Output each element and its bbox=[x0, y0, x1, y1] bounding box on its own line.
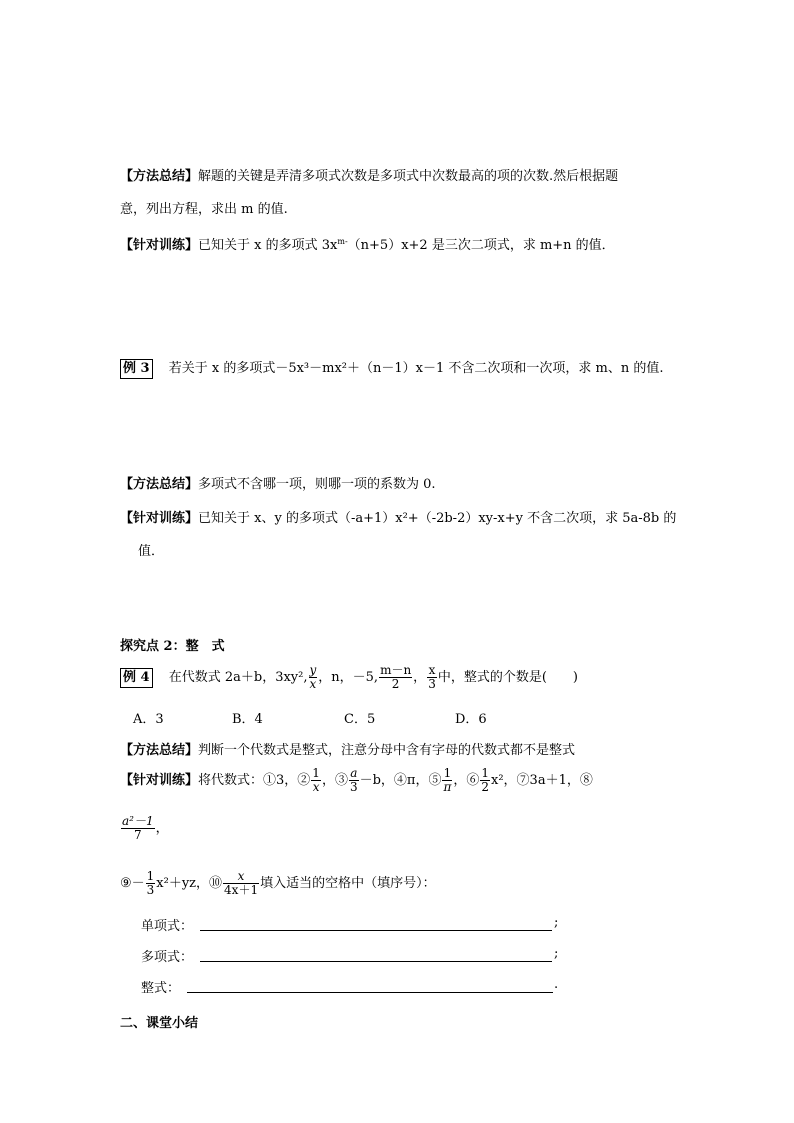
summary-line1: 解题的关键是弄清多项式次数是多项式中次数最高的项的次数.然后根据题 bbox=[198, 169, 619, 184]
fraction-denominator: x bbox=[312, 780, 320, 794]
fraction-item-10 bbox=[223, 870, 259, 897]
fraction-x-over-3 bbox=[427, 664, 437, 691]
summary-label: 【方法总结】 bbox=[120, 477, 199, 492]
fraction-m-minus-n bbox=[379, 664, 412, 691]
example-3-text: 若关于 x 的多项式－5x³－mx²＋（n－1）x－1 不含二次项和一次项，求 m、n 的值. bbox=[168, 361, 664, 376]
answer-line-monomial[interactable] bbox=[200, 930, 552, 931]
summary-label: 【方法总结】 bbox=[120, 169, 199, 184]
option-c: C．5 bbox=[344, 712, 376, 727]
item-6-tail: x²，⑦3a＋1，⑧ bbox=[491, 773, 593, 788]
items-9-10 bbox=[120, 870, 436, 897]
option-d: D．6 bbox=[455, 712, 487, 727]
option-a: A．3 bbox=[133, 712, 164, 727]
fraction-numerator: x bbox=[428, 663, 436, 677]
fraction-denominator: 3 bbox=[349, 780, 358, 794]
training-label: 【针对训练】 bbox=[120, 773, 199, 788]
item-8 bbox=[120, 815, 169, 842]
inquiry-2-title: 探究点 2：整 式 bbox=[120, 639, 225, 654]
method-summary-2 bbox=[120, 473, 436, 492]
training-2 bbox=[120, 507, 676, 526]
blank-label-monomial: 单项式： bbox=[141, 919, 194, 934]
blank-end-polynomial: ; bbox=[554, 946, 559, 961]
training-text-a: 已知关于 x 的多项式 3x bbox=[198, 238, 338, 253]
training-exponent: m- bbox=[337, 237, 348, 246]
option-b: B．4 bbox=[232, 712, 263, 727]
training-line1: 已知关于 x、y 的多项式（-a+1）x²+（-2b-2）xy-x+y 不含二次项，求 5a-8b 的 bbox=[198, 511, 677, 526]
example-4-text-mid: ，n，－5, bbox=[318, 670, 379, 685]
fraction-item-9 bbox=[146, 870, 156, 897]
fraction-item-2 bbox=[311, 767, 321, 794]
summary-text: 多项式不含哪一项，则哪一项的系数为 0. bbox=[198, 477, 436, 492]
fraction-numerator: 1 bbox=[443, 766, 452, 780]
training-2-line2: 值． bbox=[138, 544, 165, 559]
fraction-numerator: 1 bbox=[146, 869, 155, 883]
fraction-denominator: 4x＋1 bbox=[224, 883, 259, 897]
fraction-denominator: 2 bbox=[391, 677, 400, 691]
fraction-numerator: m－n bbox=[380, 663, 412, 677]
method-summary-1 bbox=[120, 165, 618, 184]
fraction-item-3 bbox=[349, 767, 359, 794]
training-label: 【针对训练】 bbox=[120, 238, 199, 253]
fraction-numerator: 1 bbox=[481, 766, 490, 780]
summary-line2: 意，列出方程，求出 m 的值. bbox=[120, 202, 288, 217]
training-label: 【针对训练】 bbox=[120, 511, 199, 526]
blank-label-integral: 整式： bbox=[141, 981, 181, 996]
fraction-numerator: x bbox=[223, 870, 259, 884]
training-intro: 将代数式：①3，② bbox=[198, 773, 311, 788]
example-4-text-after: 中，整式的个数是( ) bbox=[437, 670, 578, 685]
fraction-y-over-x bbox=[309, 664, 318, 691]
fraction-denominator: π bbox=[443, 780, 452, 794]
method-summary-3 bbox=[120, 739, 575, 758]
item-6-prefix: ，⑥ bbox=[453, 773, 480, 788]
item-9-prefix: ⑨－ bbox=[120, 876, 145, 891]
summary-label: 【方法总结】 bbox=[120, 743, 199, 758]
example-3-label: 例 3 bbox=[120, 359, 153, 379]
class-summary-title: 二、课堂小结 bbox=[120, 1016, 199, 1031]
fraction-denominator: 3 bbox=[146, 883, 155, 897]
fraction-item-6 bbox=[480, 767, 490, 794]
fraction-numerator: a bbox=[350, 766, 358, 780]
training-3 bbox=[120, 767, 593, 794]
training-1 bbox=[120, 234, 615, 253]
comma: ， bbox=[413, 670, 427, 685]
fraction-denominator: x bbox=[309, 677, 317, 691]
item-9-tail: x²＋yz，⑩ bbox=[156, 876, 223, 891]
example-4 bbox=[120, 664, 578, 691]
answer-line-integral[interactable] bbox=[187, 992, 553, 993]
example-4-label: 例 4 bbox=[120, 668, 153, 688]
item-3-tail: －b，④π，⑤ bbox=[359, 773, 442, 788]
fraction-item-8 bbox=[121, 815, 155, 842]
item-8-tail: ， bbox=[155, 821, 169, 836]
example-3 bbox=[120, 357, 663, 379]
fraction-denominator: 7 bbox=[133, 828, 142, 842]
example-4-text-before: 在代数式 2a＋b，3xy², bbox=[168, 670, 308, 685]
answer-line-polynomial[interactable] bbox=[200, 961, 552, 962]
fraction-numerator: 1 bbox=[312, 766, 320, 780]
fraction-item-5 bbox=[442, 767, 452, 794]
fraction-denominator: 3 bbox=[428, 677, 436, 691]
blank-end-monomial: ; bbox=[554, 915, 559, 930]
summary-text: 判断一个代数式是整式，注意分母中含有字母的代数式都不是整式 bbox=[198, 743, 576, 758]
fraction-denominator: 2 bbox=[481, 780, 490, 794]
fraction-numerator: y bbox=[309, 663, 317, 677]
fraction-numerator: a²－1 bbox=[122, 814, 154, 828]
blank-label-polynomial: 多项式： bbox=[141, 950, 194, 965]
item-3-prefix: ，③ bbox=[321, 773, 348, 788]
training-text-b: （n+5）x+2 是三次二项式，求 m+n 的值． bbox=[347, 238, 615, 253]
item-10-tail: 填入适当的空格中（填序号）： bbox=[260, 876, 436, 891]
blank-end-integral: . bbox=[554, 977, 559, 992]
